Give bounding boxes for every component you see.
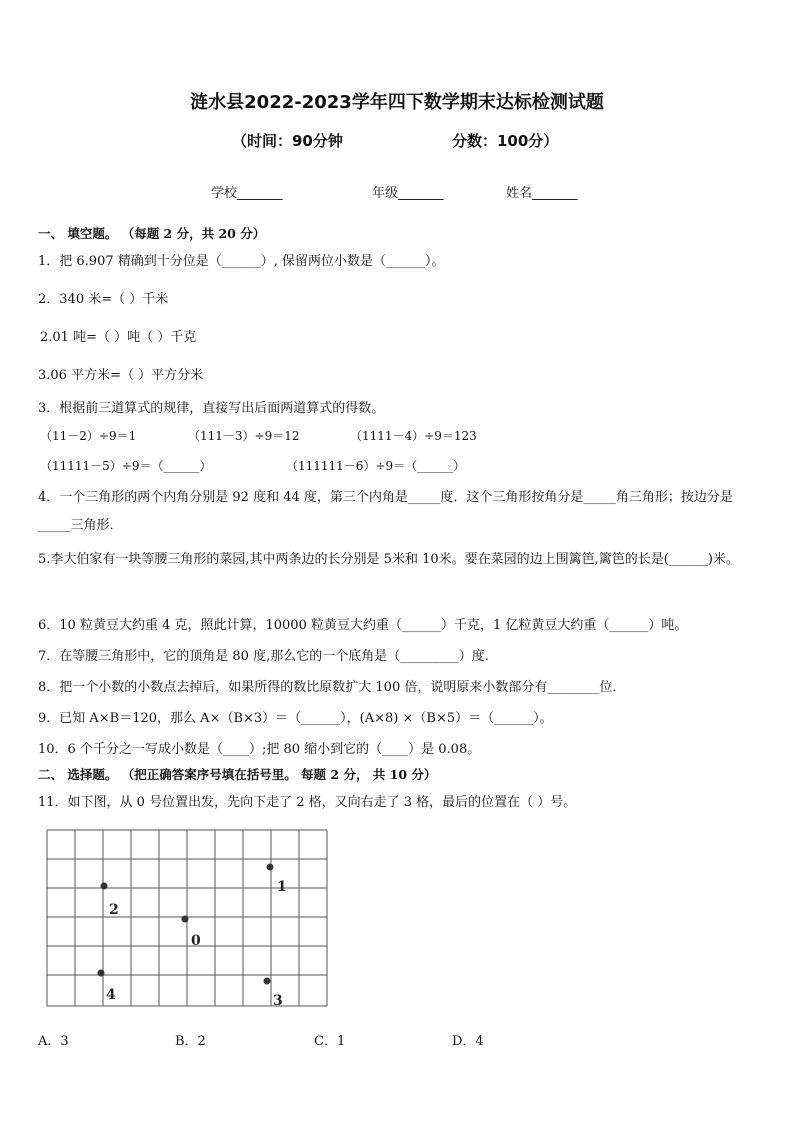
option-d[interactable]: D．4 — [452, 1034, 484, 1049]
section1-heading: 一、 填空题。 （每题 2 分，共 20 分） — [38, 226, 266, 241]
point-label-4: 4 — [106, 987, 116, 1003]
question-2b: 2.01 吨=（ ）吨（ ）千克 — [40, 330, 197, 345]
question-2c: 3.06 平方米=（ ）平方分米 — [38, 368, 204, 383]
point-1 — [267, 864, 274, 871]
option-a[interactable]: A．3 — [38, 1034, 69, 1049]
point-3 — [264, 978, 271, 985]
q3-expr-3: （1111－4）÷9＝123 — [350, 429, 477, 443]
exam-time: （时间：90分钟 — [232, 132, 343, 150]
option-c[interactable]: C．1 — [314, 1034, 346, 1049]
question-8: 8．把一个小数的小数点去掉后，如果所得的数比原数扩大 100 倍，说明原来小数部分有________位． — [38, 680, 626, 695]
section2-heading: 二、 选择题。 （把正确答案序号填在括号里。 每题 2 分， 共 10 分） — [38, 767, 437, 782]
option-b[interactable]: B．2 — [175, 1034, 206, 1049]
question-3: 3．根据前三道算式的规律，直接写出后面两道算式的得数。 — [38, 401, 385, 416]
point-label-0: 0 — [191, 933, 201, 949]
point-2 — [101, 883, 108, 890]
point-label-2: 2 — [109, 902, 119, 918]
point-0 — [182, 916, 189, 923]
q3-expr-4: （11111－5）÷9＝（______） — [40, 459, 212, 473]
point-4 — [98, 970, 105, 977]
school-field: 学校_______ — [211, 186, 283, 201]
page-title: 涟水县2022-2023学年四下数学期末达标检测试题 — [190, 92, 604, 113]
q3-expr-2: （111－3）÷9＝12 — [188, 429, 300, 443]
question-7: 7．在等腰三角形中，它的顶角是 80 度,那么它的一个底角是（_________）度． — [38, 649, 498, 664]
question-1: 1．把 6.907 精确到十分位是（______）, 保留两位小数是（______）。 — [38, 254, 445, 269]
q3-expr-1: （11－2）÷9＝1 — [40, 429, 137, 443]
q3-expr-5: （111111－6）÷9＝（______） — [286, 459, 466, 473]
question-2a: 2．340 米=（ ）千米 — [38, 292, 169, 307]
question-9: 9．已知 A×B＝120，那么 A×（B×3）＝（______），(A×8) ×（B×5）＝（______）。 — [38, 711, 553, 726]
grade-field: 年级_______ — [372, 186, 444, 201]
point-label-3: 3 — [273, 993, 283, 1008]
position-grid-figure — [46, 828, 328, 1008]
point-label-1: 1 — [277, 879, 287, 895]
exam-score: 分数：100分） — [452, 132, 559, 150]
question-4: 4．一个三角形的两个内角分别是 92 度和 44 度，第三个内角是_____度．这个三角形按角分是_____角三角形；按边分是_____三角形． — [38, 490, 733, 533]
question-11: 11．如下图，从 0 号位置出发，先向下走了 2 格，又向右走了 3 格，最后的位置在（ ）号。 — [38, 795, 577, 810]
question-10: 10．6 个千分之一写成小数是（____）;把 80 缩小到它的（____）是 0.08。 — [38, 742, 481, 757]
name-field: 姓名_______ — [506, 186, 578, 201]
question-5: 5.李大伯家有一块等腰三角形的菜园,其中两条边的长分别是 5米和 10米。要在菜园的边上围篱笆,篱笆的长是(______)米。 — [38, 552, 739, 567]
question-6: 6．10 粒黄豆大约重 4 克，照此计算，10000 粒黄豆大约重（______）千克，1 亿粒黄豆大约重（______）吨。 — [38, 618, 688, 633]
